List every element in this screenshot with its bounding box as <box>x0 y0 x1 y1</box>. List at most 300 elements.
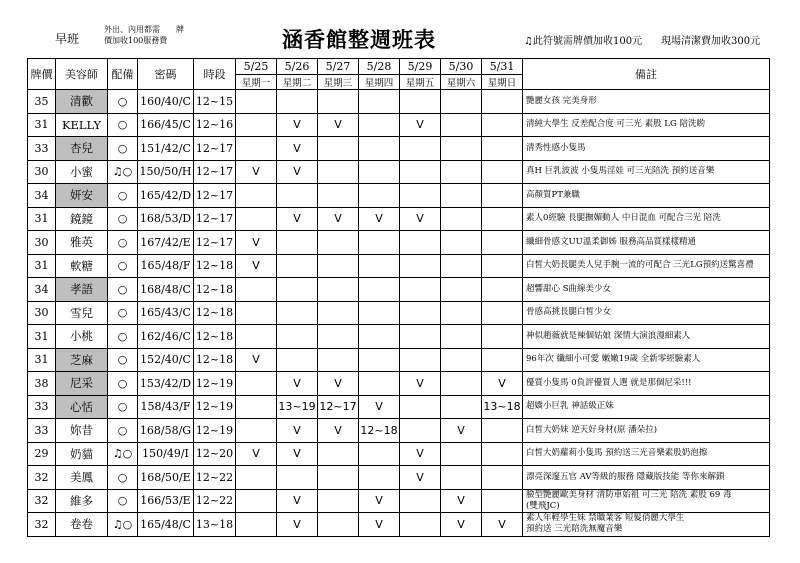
price-cell: 34 <box>28 184 56 208</box>
accompany-cell: ○ <box>108 184 138 208</box>
notes-line: 白皙大奶妹 逆天好身材(原 潘朵拉) <box>526 424 658 435</box>
accompany-cell: ○ <box>108 231 138 255</box>
notes-cell <box>523 184 770 208</box>
notes-line: 纖細骨感文UU溫柔御姊 服務高品質樣樣精通 <box>526 236 697 247</box>
time-slot-cell: 12~19 <box>194 372 236 396</box>
stylist-name-cell: 妳昔 <box>56 419 108 443</box>
time-slot-cell: 12~17 <box>194 160 236 184</box>
notes-cell <box>523 513 770 537</box>
day-availability-cell: V <box>277 489 318 513</box>
price-cell: 33 <box>28 419 56 443</box>
day-availability-cell: V <box>441 419 482 443</box>
accompany-cell: ○ <box>108 301 138 325</box>
day-availability-cell <box>277 184 318 208</box>
notes-line: 臉型艷麗歐美身材 清防車始祖 可三光 陪洗 素股 69 毒 <box>526 489 732 500</box>
day-availability-cell <box>318 301 359 325</box>
day-availability-cell <box>482 160 523 184</box>
day-availability-cell: V <box>277 372 318 396</box>
day-availability-cell <box>400 184 441 208</box>
day-availability-cell: V <box>236 348 277 372</box>
day-availability-cell <box>277 325 318 349</box>
day-availability-cell: V <box>359 207 400 231</box>
day-availability-cell <box>400 301 441 325</box>
column-header-date: 5/29 <box>400 59 441 75</box>
day-availability-cell <box>318 184 359 208</box>
day-availability-cell <box>441 395 482 419</box>
column-header-notes: 備註 <box>523 59 770 90</box>
day-availability-cell <box>277 231 318 255</box>
column-header-accompany: 配備 <box>108 59 138 90</box>
notes-cell <box>523 137 770 161</box>
day-availability-cell: V <box>482 372 523 396</box>
day-availability-cell: V <box>236 160 277 184</box>
day-availability-cell <box>359 348 400 372</box>
day-availability-cell <box>482 466 523 490</box>
day-availability-cell <box>482 90 523 114</box>
day-availability-cell <box>318 231 359 255</box>
table-row <box>28 466 770 490</box>
time-slot-cell: 12~17 <box>194 231 236 255</box>
price-cell: 38 <box>28 372 56 396</box>
day-availability-cell <box>277 254 318 278</box>
day-availability-cell <box>400 419 441 443</box>
day-availability-cell <box>359 90 400 114</box>
code-cell: 168/58/G <box>138 419 194 443</box>
stylist-name-cell: 妍安 <box>56 184 108 208</box>
day-availability-cell <box>318 513 359 537</box>
day-availability-cell <box>482 442 523 466</box>
day-availability-cell <box>359 113 400 137</box>
day-availability-cell <box>441 372 482 396</box>
service-fee-notice <box>104 24 184 46</box>
day-availability-cell <box>441 254 482 278</box>
day-availability-cell <box>236 372 277 396</box>
notes-cell <box>523 419 770 443</box>
price-cell: 32 <box>28 466 56 490</box>
stylist-name-cell: 卷卷 <box>56 513 108 537</box>
column-header-date: 5/28 <box>359 59 400 75</box>
day-availability-cell: 12~17 <box>318 395 359 419</box>
notes-cell <box>523 254 770 278</box>
day-availability-cell: V <box>277 419 318 443</box>
accompany-cell: ○ <box>108 254 138 278</box>
day-availability-cell <box>441 442 482 466</box>
day-availability-cell <box>277 301 318 325</box>
stylist-name-cell: 維多 <box>56 489 108 513</box>
accompany-cell: ♫○ <box>108 442 138 466</box>
column-header-code: 密碼 <box>138 59 194 90</box>
notes-line: 素人0經驗 長腿撫媚動人 中日混血 可配合三光 陪洗 <box>526 213 721 224</box>
day-availability-cell <box>236 489 277 513</box>
code-cell: 166/53/E <box>138 489 194 513</box>
table-row <box>28 90 770 114</box>
table-row <box>28 489 770 513</box>
stylist-name-cell: 小蜜 <box>56 160 108 184</box>
day-availability-cell <box>277 466 318 490</box>
day-availability-cell: 13~18 <box>482 395 523 419</box>
table-row <box>28 207 770 231</box>
stylist-name-cell: 雅英 <box>56 231 108 255</box>
day-availability-cell <box>400 513 441 537</box>
stylist-name-cell: 鏡鏡 <box>56 207 108 231</box>
accompany-cell: ○ <box>108 348 138 372</box>
column-header-weekday: 星期六 <box>441 75 482 90</box>
code-cell: 160/40/C <box>138 90 194 114</box>
column-header-weekday: 星期五 <box>400 75 441 90</box>
day-availability-cell <box>318 348 359 372</box>
accompany-cell: ○ <box>108 137 138 161</box>
notes-line: 艷麗女孩 完美身形 <box>526 95 597 106</box>
day-availability-cell <box>441 348 482 372</box>
day-availability-cell <box>400 231 441 255</box>
stylist-name-cell: 杏兒 <box>56 137 108 161</box>
price-cell: 33 <box>28 395 56 419</box>
notes-cell <box>523 489 770 513</box>
time-slot-cell: 12~18 <box>194 301 236 325</box>
service-fee-notice-line: 價加收100服務費 <box>104 36 168 45</box>
price-cell: 31 <box>28 207 56 231</box>
day-availability-cell <box>441 231 482 255</box>
day-availability-cell <box>482 325 523 349</box>
day-availability-cell <box>318 278 359 302</box>
code-cell: 150/50/H <box>138 160 194 184</box>
code-cell: 168/50/E <box>138 466 194 490</box>
day-availability-cell <box>482 207 523 231</box>
notes-cell <box>523 325 770 349</box>
accompany-cell: ○ <box>108 90 138 114</box>
stylist-name-cell: 雪兒 <box>56 301 108 325</box>
day-availability-cell <box>359 466 400 490</box>
day-availability-cell <box>400 489 441 513</box>
stylist-name-cell: 美鳳 <box>56 466 108 490</box>
day-availability-cell <box>441 207 482 231</box>
notes-line: 預約送 三光陪洗無魔音樂 <box>526 524 623 535</box>
day-availability-cell: V <box>277 137 318 161</box>
accompany-cell: ○ <box>108 207 138 231</box>
notes-cell <box>523 278 770 302</box>
time-slot-cell: 12~17 <box>194 137 236 161</box>
day-availability-cell <box>359 184 400 208</box>
time-slot-cell: 12~19 <box>194 395 236 419</box>
code-cell: 167/42/E <box>138 231 194 255</box>
day-availability-cell: 12~18 <box>359 419 400 443</box>
day-availability-cell <box>400 137 441 161</box>
table-row <box>28 301 770 325</box>
day-availability-cell: V <box>318 372 359 396</box>
notes-line: 神似趙薇就是辣個姑娘 深情大演浪漫細素人 <box>526 330 691 341</box>
stylist-name-cell: 心恬 <box>56 395 108 419</box>
accompany-cell: ○ <box>108 489 138 513</box>
day-availability-cell <box>441 301 482 325</box>
column-header-weekday: 星期一 <box>236 75 277 90</box>
day-availability-cell <box>400 325 441 349</box>
notes-line: 清秀性感小隻馬 <box>526 142 586 153</box>
stylist-name-cell: 小桃 <box>56 325 108 349</box>
day-availability-cell: V <box>359 489 400 513</box>
accompany-cell: ○ <box>108 278 138 302</box>
day-availability-cell <box>277 278 318 302</box>
page-header <box>0 0 800 58</box>
day-availability-cell <box>400 160 441 184</box>
day-availability-cell <box>441 184 482 208</box>
day-availability-cell <box>400 395 441 419</box>
shift-label: 早班 <box>55 32 80 46</box>
day-availability-cell: V <box>236 231 277 255</box>
price-cell: 30 <box>28 231 56 255</box>
day-availability-cell: V <box>400 372 441 396</box>
time-slot-cell: 12~18 <box>194 348 236 372</box>
day-availability-cell <box>236 419 277 443</box>
day-availability-cell: V <box>277 113 318 137</box>
day-availability-cell <box>482 254 523 278</box>
table-row <box>28 325 770 349</box>
day-availability-cell <box>359 442 400 466</box>
day-availability-cell <box>236 90 277 114</box>
day-availability-cell: V <box>318 207 359 231</box>
stylist-name-cell: 孝語 <box>56 278 108 302</box>
accompany-cell: ○ <box>108 325 138 349</box>
stylist-name-cell: 尼采 <box>56 372 108 396</box>
day-availability-cell <box>482 137 523 161</box>
notes-line: 清純大學生 反差配合度 可三光 素股 LG 陪洗喲 <box>526 119 705 130</box>
day-availability-cell <box>441 466 482 490</box>
day-availability-cell <box>359 137 400 161</box>
day-availability-cell <box>236 513 277 537</box>
table-row <box>28 113 770 137</box>
stylist-name-cell: 清歡 <box>56 90 108 114</box>
day-availability-cell <box>236 137 277 161</box>
notes-cell <box>523 372 770 396</box>
code-cell: 166/45/C <box>138 113 194 137</box>
notes-line: 優質小隻馬 0負評優質人選 就是那個尼采!!! <box>526 377 692 388</box>
notes-line: 白皙大奶蘿莉小隻馬 預約送三光音樂素股奶泡擦 <box>526 448 708 459</box>
code-cell: 165/43/C <box>138 301 194 325</box>
day-availability-cell: V <box>277 513 318 537</box>
price-cell: 32 <box>28 489 56 513</box>
day-availability-cell <box>359 160 400 184</box>
day-availability-cell: V <box>318 419 359 443</box>
day-availability-cell <box>236 113 277 137</box>
day-availability-cell <box>482 184 523 208</box>
stylist-name-cell: 芝麻 <box>56 348 108 372</box>
time-slot-cell: 12~17 <box>194 184 236 208</box>
day-availability-cell <box>359 301 400 325</box>
day-availability-cell: 13~19 <box>277 395 318 419</box>
table-row <box>28 372 770 396</box>
day-availability-cell: V <box>400 113 441 137</box>
time-slot-cell: 12~20 <box>194 442 236 466</box>
notes-cell <box>523 231 770 255</box>
day-availability-cell <box>441 137 482 161</box>
day-availability-cell <box>400 254 441 278</box>
day-availability-cell <box>236 184 277 208</box>
day-availability-cell <box>318 254 359 278</box>
price-cell: 31 <box>28 325 56 349</box>
column-header-weekday: 星期日 <box>482 75 523 90</box>
notes-line: 超響甜心 S曲線美少女 <box>526 283 612 294</box>
time-slot-cell: 12~18 <box>194 278 236 302</box>
day-availability-cell <box>277 348 318 372</box>
table-row <box>28 513 770 537</box>
table-row <box>28 137 770 161</box>
weekly-schedule-table <box>27 58 770 537</box>
notes-cell <box>523 442 770 466</box>
code-cell: 165/48/C <box>138 513 194 537</box>
table-row <box>28 254 770 278</box>
day-availability-cell <box>400 278 441 302</box>
day-availability-cell <box>441 325 482 349</box>
code-cell: 150/49/I <box>138 442 194 466</box>
price-cell: 30 <box>28 301 56 325</box>
code-cell: 168/48/C <box>138 278 194 302</box>
day-availability-cell <box>359 325 400 349</box>
day-availability-cell <box>236 395 277 419</box>
notes-line: 超嬌小巨乳 神話級正妹 <box>526 401 614 412</box>
stylist-name-cell: 軟糖 <box>56 254 108 278</box>
day-availability-cell <box>236 207 277 231</box>
day-availability-cell <box>400 348 441 372</box>
notes-cell <box>523 207 770 231</box>
table-row <box>28 395 770 419</box>
code-cell: 151/42/C <box>138 137 194 161</box>
price-cell: 35 <box>28 90 56 114</box>
day-availability-cell: V <box>318 113 359 137</box>
code-cell: 153/42/D <box>138 372 194 396</box>
notes-cell <box>523 395 770 419</box>
table-row <box>28 184 770 208</box>
day-availability-cell <box>400 90 441 114</box>
time-slot-cell: 12~19 <box>194 419 236 443</box>
music-surcharge-notice: ♫此符號需牌價加收100元 <box>524 36 643 47</box>
accompany-cell: ○ <box>108 419 138 443</box>
day-availability-cell <box>318 160 359 184</box>
day-availability-cell <box>482 348 523 372</box>
day-availability-cell <box>441 160 482 184</box>
day-availability-cell <box>236 466 277 490</box>
column-header-date: 5/30 <box>441 59 482 75</box>
day-availability-cell <box>277 90 318 114</box>
day-availability-cell: V <box>236 442 277 466</box>
price-cell: 31 <box>28 348 56 372</box>
day-availability-cell: V <box>359 395 400 419</box>
day-availability-cell: V <box>236 254 277 278</box>
time-slot-cell: 12~15 <box>194 90 236 114</box>
schedule-body <box>28 90 770 537</box>
day-availability-cell <box>318 442 359 466</box>
price-cell: 34 <box>28 278 56 302</box>
stylist-name-cell: KELLY <box>56 113 108 137</box>
day-availability-cell <box>441 278 482 302</box>
price-cell: 32 <box>28 513 56 537</box>
day-availability-cell <box>482 278 523 302</box>
time-slot-cell: 12~22 <box>194 466 236 490</box>
code-cell: 165/48/F <box>138 254 194 278</box>
notes-cell <box>523 301 770 325</box>
time-slot-cell: 12~17 <box>194 207 236 231</box>
notes-line: 漂亮深邃五官 AV等級的服務 隱藏版技能 等你來解鎖 <box>526 471 725 482</box>
accompany-cell: ○ <box>108 113 138 137</box>
price-cell: 33 <box>28 137 56 161</box>
column-header-date: 5/27 <box>318 59 359 75</box>
stylist-name-cell: 奶貓 <box>56 442 108 466</box>
accompany-cell: ♫○ <box>108 513 138 537</box>
notes-line: 96年次 纖細小可愛 嫩嫩19歲 全新零經驗素人 <box>526 354 701 365</box>
column-header-date: 5/31 <box>482 59 523 75</box>
day-availability-cell <box>318 325 359 349</box>
day-availability-cell <box>441 113 482 137</box>
day-availability-cell <box>359 372 400 396</box>
notes-line: 素人年輕學生妹 禁職業客 短髮俏麗大學生 <box>526 513 685 524</box>
day-availability-cell: V <box>400 442 441 466</box>
notes-cell <box>523 348 770 372</box>
day-availability-cell <box>318 466 359 490</box>
price-cell: 31 <box>28 113 56 137</box>
cleaning-fee-notice: 現場清潔費加收300元 <box>661 36 761 47</box>
notes-cell <box>523 466 770 490</box>
day-availability-cell <box>441 90 482 114</box>
notes-line: 白皙大奶長腿美人兒手腕一流的可配合 三光LG預約送驚喜禮 <box>526 260 754 271</box>
day-availability-cell <box>482 113 523 137</box>
day-availability-cell <box>482 489 523 513</box>
price-cell: 31 <box>28 254 56 278</box>
notes-line: (雙飛JC) <box>526 500 560 511</box>
day-availability-cell <box>236 301 277 325</box>
day-availability-cell <box>318 489 359 513</box>
accompany-cell: ○ <box>108 395 138 419</box>
column-header-date: 5/25 <box>236 59 277 75</box>
time-slot-cell: 12~16 <box>194 113 236 137</box>
service-fee-notice-line: 外出、內用都需 牌 <box>104 25 184 34</box>
day-availability-cell <box>236 325 277 349</box>
notes-cell <box>523 90 770 114</box>
column-header-weekday: 星期三 <box>318 75 359 90</box>
column-header-stylist: 美容師 <box>56 59 108 90</box>
page-title: 涵香館整週班表 <box>282 27 436 52</box>
day-availability-cell <box>318 137 359 161</box>
time-slot-cell: 13~18 <box>194 513 236 537</box>
notes-cell <box>523 113 770 137</box>
accompany-cell: ○ <box>108 466 138 490</box>
notes-cell <box>523 160 770 184</box>
day-availability-cell: V <box>400 466 441 490</box>
day-availability-cell <box>359 231 400 255</box>
notes-line: 真H 巨乳波波 小隻馬淫娃 可三光陪洗 預約送音樂 <box>526 166 715 177</box>
column-header-weekday: 星期四 <box>359 75 400 90</box>
time-slot-cell: 12~22 <box>194 489 236 513</box>
column-header-weekday: 星期二 <box>277 75 318 90</box>
header-row-dates <box>28 59 770 75</box>
table-row <box>28 160 770 184</box>
table-row <box>28 442 770 466</box>
table-row <box>28 278 770 302</box>
time-slot-cell: 12~18 <box>194 254 236 278</box>
day-availability-cell: V <box>482 513 523 537</box>
day-availability-cell <box>482 301 523 325</box>
code-cell: 162/46/C <box>138 325 194 349</box>
day-availability-cell <box>236 278 277 302</box>
day-availability-cell: V <box>277 207 318 231</box>
code-cell: 165/42/D <box>138 184 194 208</box>
day-availability-cell: V <box>400 207 441 231</box>
table-row <box>28 231 770 255</box>
day-availability-cell <box>482 231 523 255</box>
day-availability-cell <box>318 90 359 114</box>
day-availability-cell: V <box>277 442 318 466</box>
code-cell: 158/43/F <box>138 395 194 419</box>
day-availability-cell: V <box>441 513 482 537</box>
accompany-cell: ○ <box>108 372 138 396</box>
column-header-date: 5/26 <box>277 59 318 75</box>
